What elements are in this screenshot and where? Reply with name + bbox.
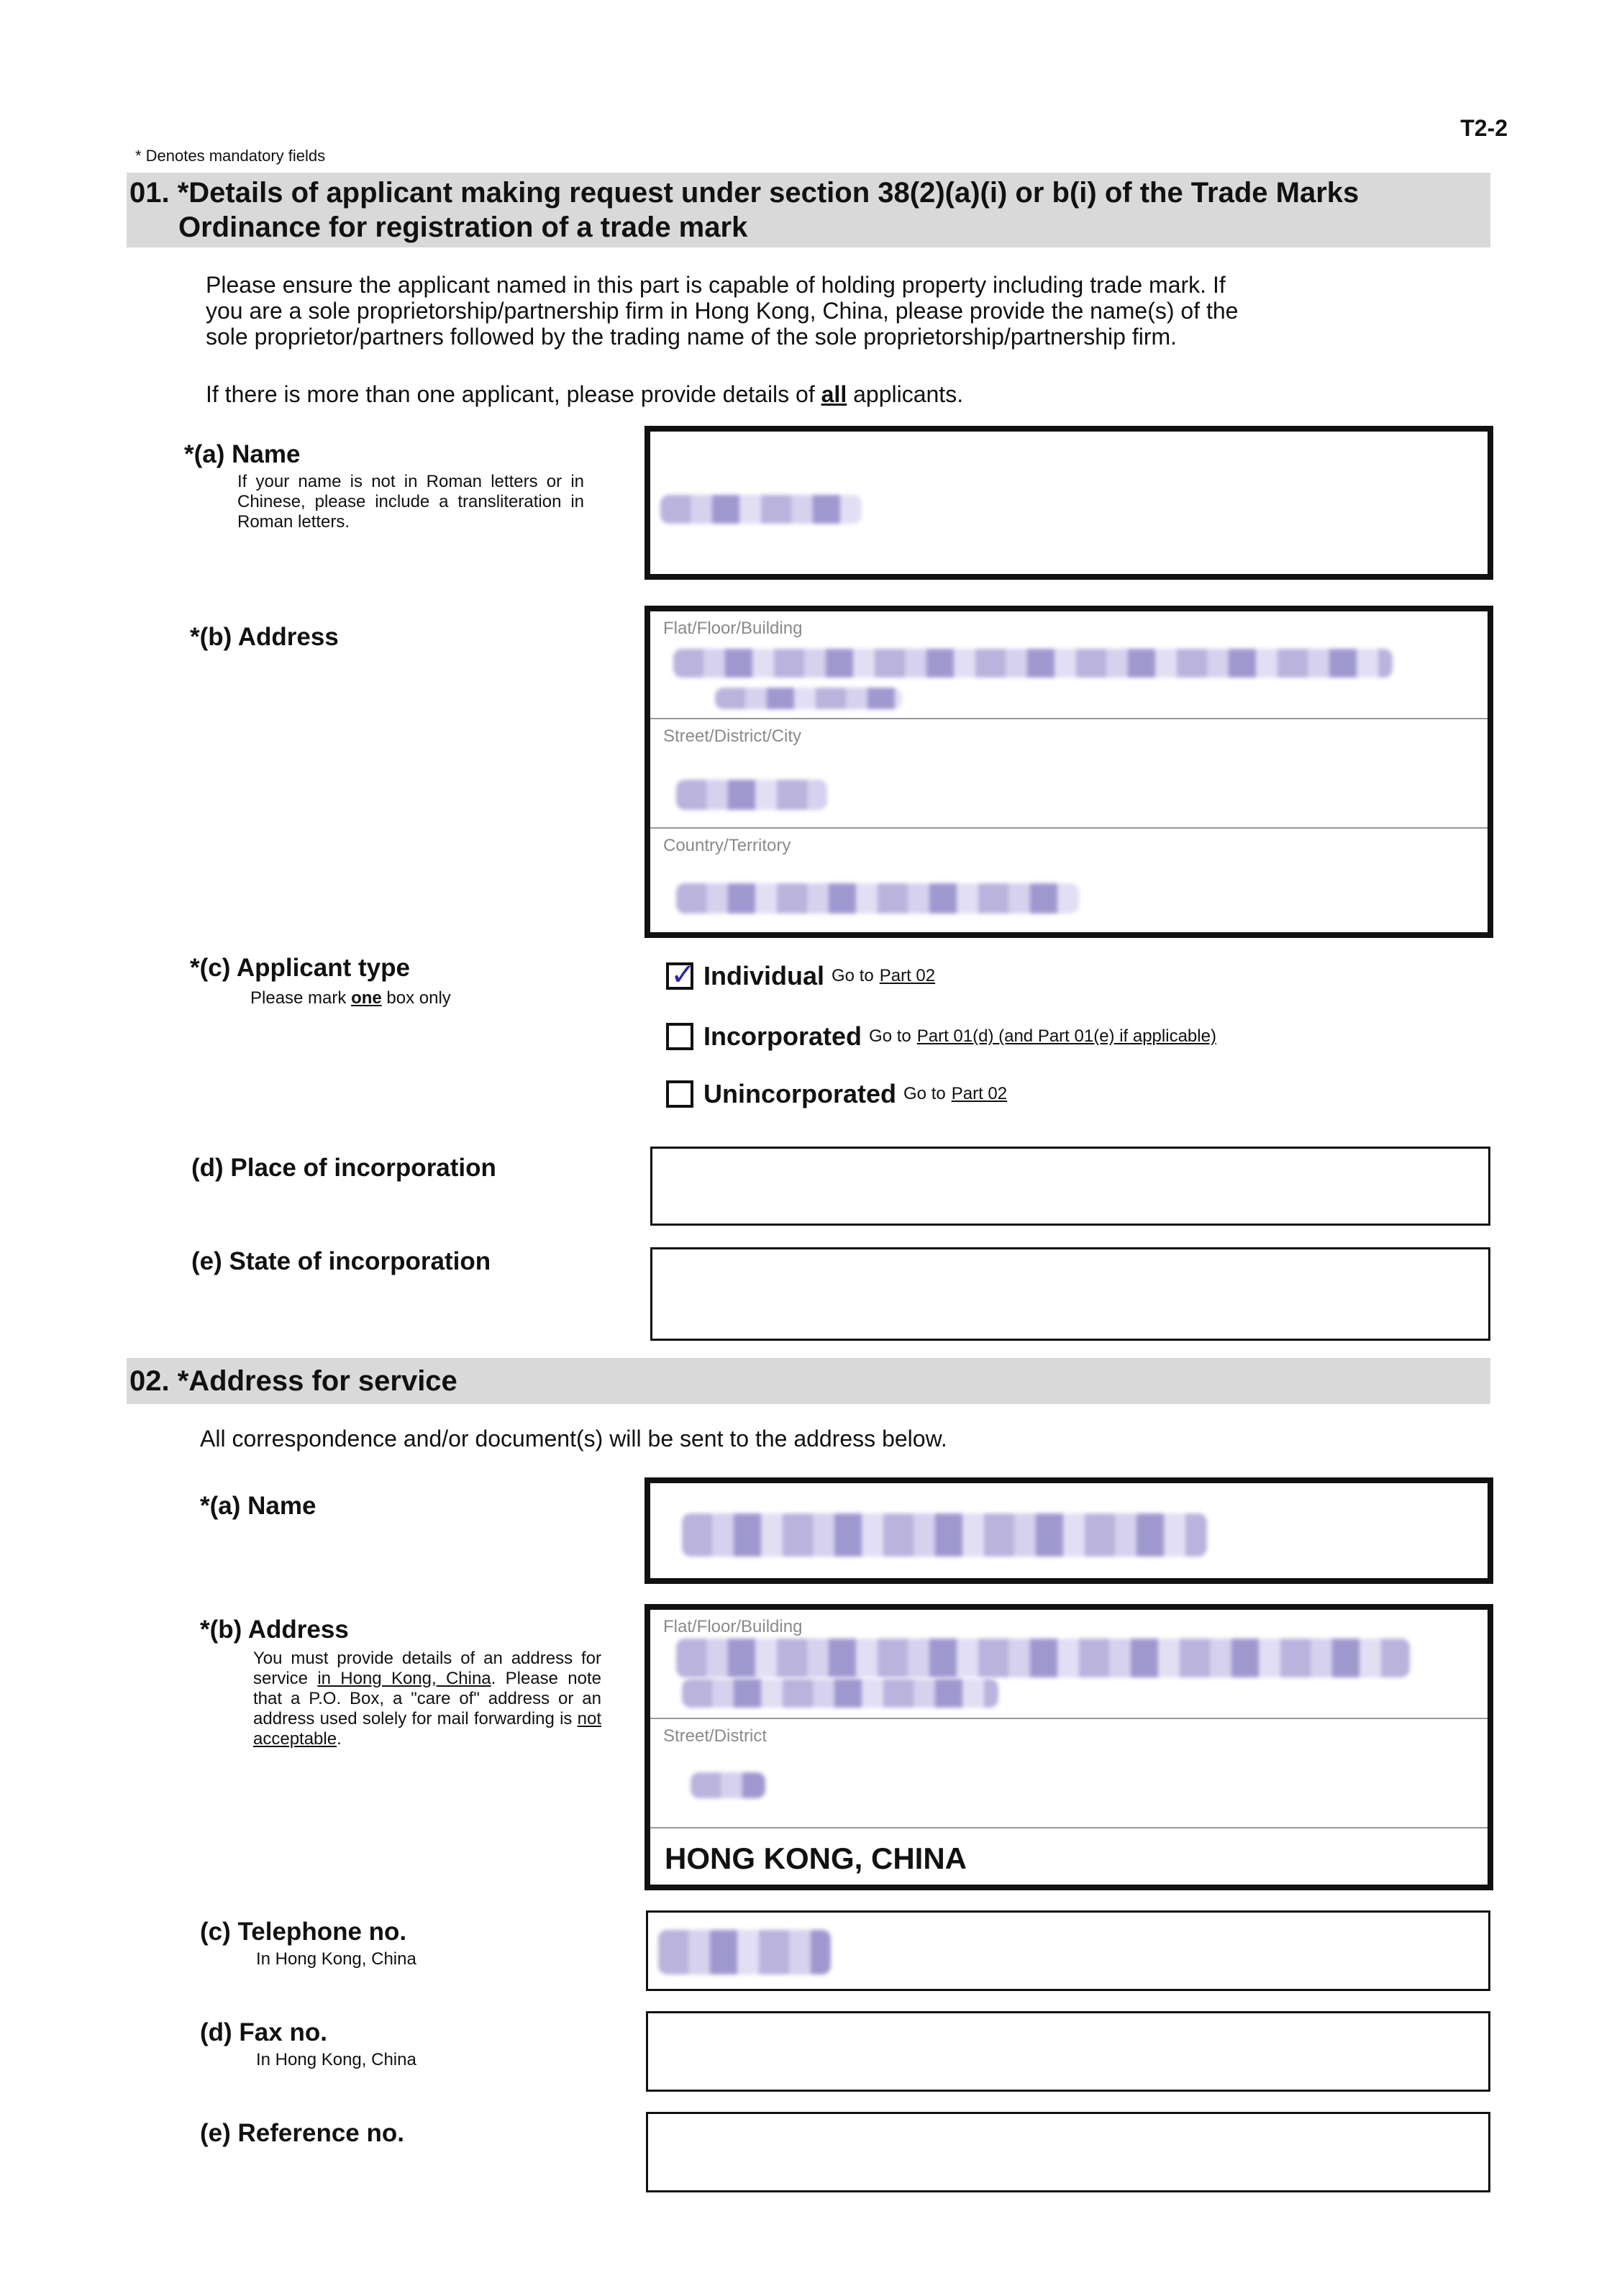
redacted-service-address-line1b [682,1679,998,1708]
applicant-name-note: If your name is not in Roman letters or in Chinese, please include a transliteration in Roman letters. [237,472,584,532]
street-district-city-caption: Street/District/City [663,726,802,746]
fax-note: In Hong Kong, China [256,2050,416,2069]
fax-label: (d) Fax no. [200,2018,327,2046]
redacted-applicant-country [676,883,1079,914]
redacted-service-street [691,1772,765,1798]
section-01-para2: If there is more than one applicant, please provide details of all applicants. [206,381,964,407]
applicant-name-field[interactable] [644,426,1493,580]
all-emphasis: all [821,381,847,407]
service-address-note: You must provide details of an address for service in Hong Kong, China. Please note that a P.O. Box, a "care of" address or an address used solely for mail forwarding is not acceptable. [253,1649,601,1749]
service-address-row1[interactable] [650,1610,1488,1719]
service-name-label: *(a) Name [200,1492,316,1520]
form-code: T2-2 [1460,115,1508,141]
section-01-title-line2: Ordinance for registration of a trade mark [178,211,748,243]
incorporated-goto: Go to [869,1026,911,1046]
applicant-type-note: Please mark one box only [250,988,451,1008]
service-country-value: HONG KONG, CHINA [665,1841,967,1875]
section-02-intro: All correspondence and/or document(s) will be sent to the address below. [200,1426,947,1452]
redacted-service-name [682,1513,1207,1557]
applicant-type-label: *(c) Applicant type [190,954,410,982]
incorporated-checkbox[interactable] [666,1023,693,1050]
individual-goto: Go to [832,966,874,985]
applicant-address-row2[interactable] [650,719,1488,829]
unincorporated-label: Unincorporated [703,1079,897,1108]
state-of-incorporation-field[interactable] [650,1247,1490,1341]
place-of-incorporation-field[interactable] [650,1147,1490,1226]
individual-label: Individual [703,961,825,990]
incorporated-part-link[interactable]: Part 01(d) (and Part 01(e) if applicable) [916,1026,1216,1046]
service-name-field[interactable] [644,1477,1493,1584]
applicant-address-row1[interactable] [650,611,1488,719]
fax-field[interactable] [646,2011,1490,2092]
service-flat-floor-building-caption: Flat/Floor/Building [663,1617,803,1636]
state-of-incorporation-label: (e) State of incorporation [191,1247,491,1275]
redacted-telephone [658,1930,831,1974]
option-incorporated[interactable] [666,1021,1216,1052]
service-address-box [644,1604,1493,1890]
telephone-field[interactable] [646,1910,1490,1991]
unincorporated-checkbox[interactable] [666,1080,693,1108]
service-address-row3[interactable] [650,1828,1488,1885]
not-acceptable-emphasis: not acceptable [253,1709,601,1749]
mandatory-note: * Denotes mandatory fields [135,147,326,165]
option-unincorporated[interactable] [666,1079,1007,1109]
applicant-name-label: *(a) Name [184,440,301,468]
applicant-address-row3[interactable] [650,829,1488,932]
redacted-applicant-street [676,780,827,810]
reference-field[interactable] [646,2112,1490,2192]
section-02-title: 02. *Address for service [129,1365,457,1397]
service-address-label: *(b) Address [200,1616,349,1644]
unincorporated-part-link[interactable]: Part 02 [951,1084,1008,1103]
country-territory-caption: Country/Territory [663,836,791,855]
section-01-title-line1: 01. *Details of applicant making request under section 38(2)(a)(i) or b(i) of the Trade Marks [129,177,1359,209]
incorporated-label: Incorporated [703,1021,862,1051]
telephone-label: (c) Telephone no. [200,1918,407,1946]
redacted-applicant-address-line1b [715,688,902,709]
redacted-service-address-line1 [676,1639,1410,1677]
option-individual[interactable] [666,961,935,991]
section-01-para1-line1: Please ensure the applicant named in this part is capable of holding property including trade mark. If [206,272,1226,298]
service-street-district-caption: Street/District [663,1726,767,1746]
individual-checkbox[interactable] [666,962,693,990]
applicant-address-label: *(b) Address [190,623,339,651]
unincorporated-goto: Go to [903,1084,946,1103]
individual-part-link[interactable]: Part 02 [879,966,936,985]
in-hong-kong-link: in Hong Kong, China [317,1669,491,1688]
telephone-note: In Hong Kong, China [256,1949,416,1969]
flat-floor-building-caption: Flat/Floor/Building [663,619,803,638]
place-of-incorporation-label: (d) Place of incorporation [191,1154,496,1182]
section-01-para1-line3: sole proprietor/partners followed by the trading name of the sole proprietorship/partnership firm. [206,324,1178,350]
service-address-row2[interactable] [650,1719,1488,1828]
redacted-applicant-address-line1 [673,649,1393,678]
applicant-address-box [644,606,1493,938]
section-01-para1-line2: you are a sole proprietorship/partnership firm in Hong Kong, China, please provide the name(s) of the [206,298,1239,324]
reference-label: (e) Reference no. [200,2119,404,2147]
redacted-applicant-name [660,495,862,524]
